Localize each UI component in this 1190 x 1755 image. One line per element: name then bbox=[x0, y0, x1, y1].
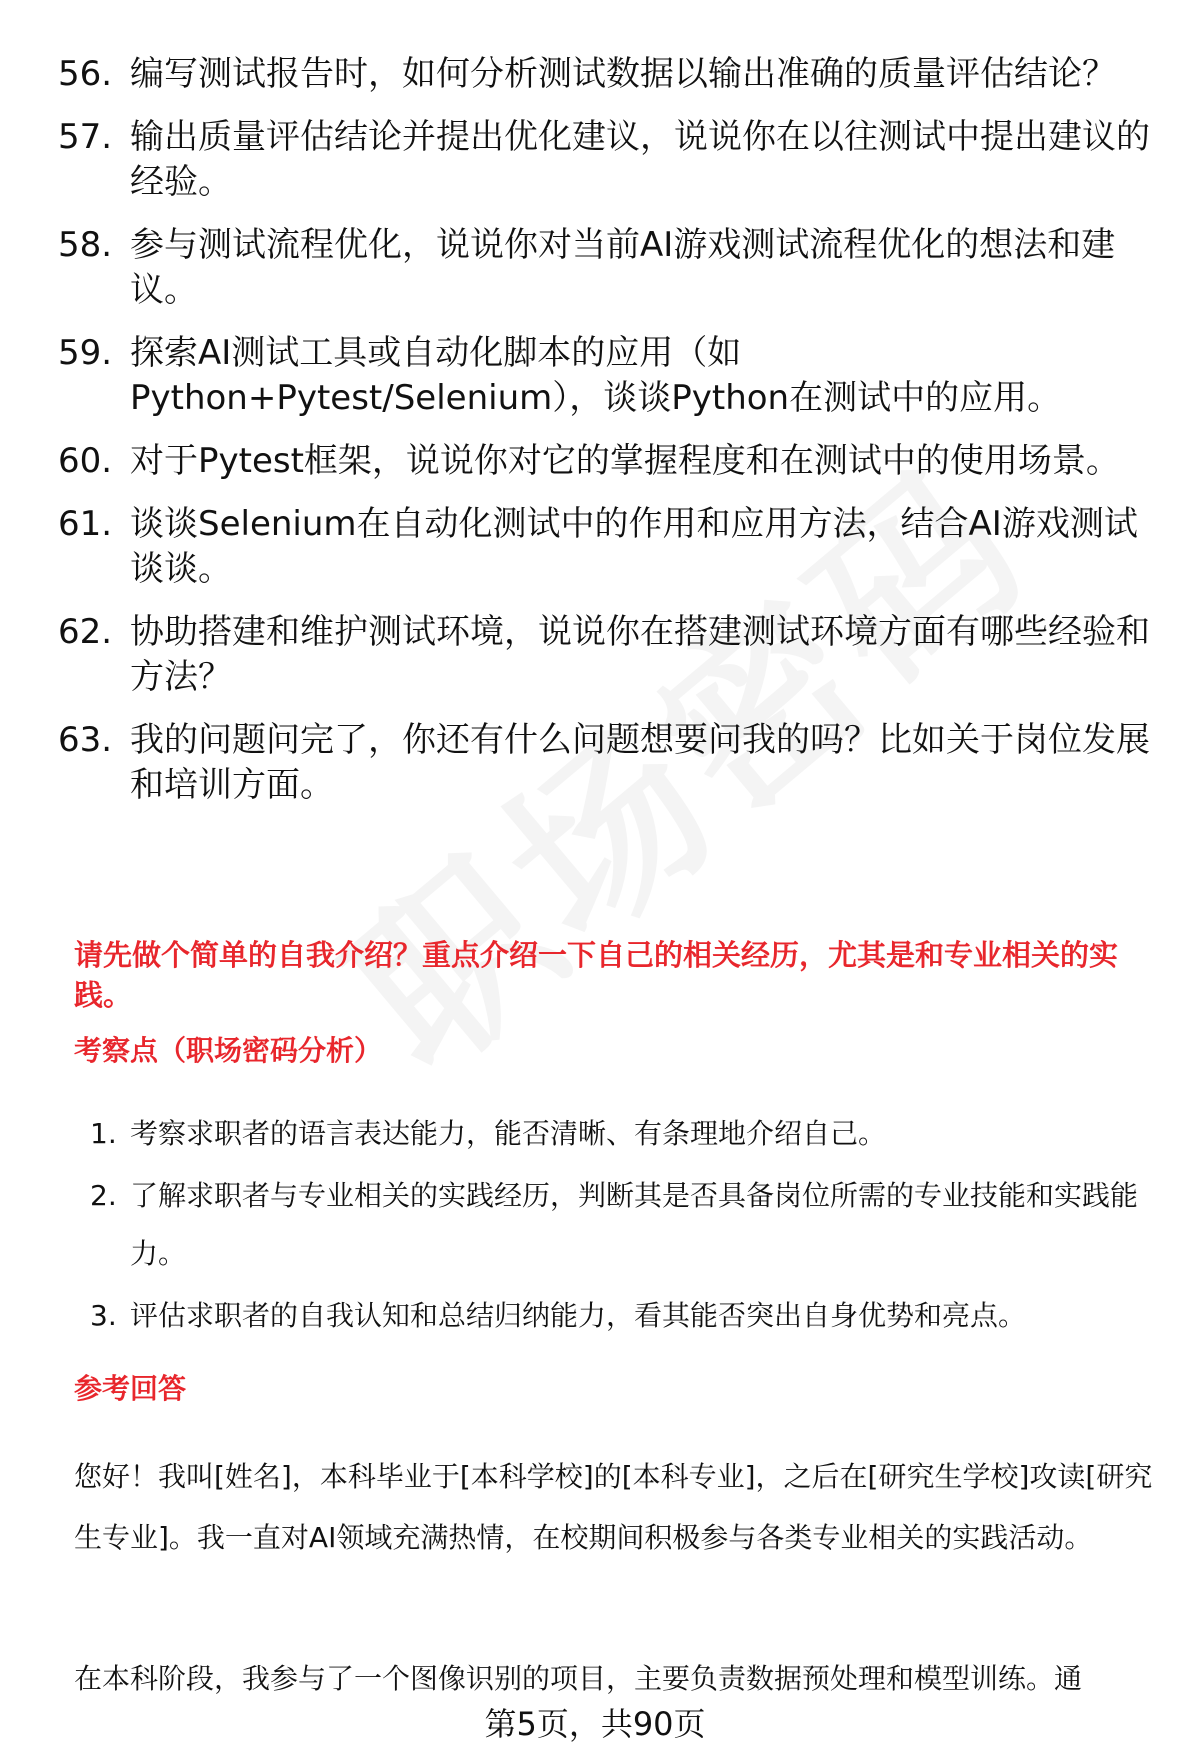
list-item bbox=[0, 439, 1190, 484]
item-number: 56. bbox=[58, 54, 113, 94]
section-question-heading: 请先做个简单的自我介绍？重点介绍一下自己的相关经历，尤其是和专业相关的实践。 bbox=[74, 938, 1119, 1012]
item-text: 对于Pytest框架，说说你对它的掌握程度和在测试中的使用场景。 bbox=[130, 441, 1120, 481]
item-number: 2. bbox=[90, 1179, 117, 1212]
item-number: 63. bbox=[58, 720, 113, 760]
item-text: 了解求职者与专业相关的实践经历，判断其是否具备岗位所需的专业技能和实践能力。 bbox=[130, 1179, 1139, 1270]
item-number: 57. bbox=[58, 117, 113, 157]
item-text: 考察求职者的语言表达能力，能否清晰、有条理地介绍自己。 bbox=[130, 1117, 887, 1150]
answer-paragraph-1: 您好！我叫[姓名]，本科毕业于[本科学校]的[本科专业]，之后在[研究生学校]攻读[研究生专业]。我一直对AI领域充满热情，在校期间积极参与各类专业相关的实践活动。 bbox=[74, 1460, 1153, 1554]
question-list bbox=[0, 52, 1190, 826]
list-item bbox=[0, 718, 1190, 808]
item-text: 我的问题问完了，你还有什么问题想要问我的吗？比如关于岗位发展和培训方面。 bbox=[130, 720, 1150, 805]
list-item bbox=[0, 115, 1190, 205]
page-footer: 第5页，共90页 bbox=[484, 1705, 706, 1743]
item-number: 58. bbox=[58, 225, 113, 265]
answer-paragraph-2: 在本科阶段，我参与了一个图像识别的项目，主要负责数据预处理和模型训练。通 bbox=[74, 1662, 1083, 1695]
answer-title: 参考回答 bbox=[74, 1372, 187, 1405]
item-text: 探索AI测试工具或自动化脚本的应用（如Python+Pytest/Selenium），谈谈Python在测试中的应用。 bbox=[130, 333, 1062, 418]
list-item bbox=[0, 502, 1190, 592]
item-number: 60. bbox=[58, 441, 113, 481]
item-text: 谈谈Selenium在自动化测试中的作用和应用方法，结合AI游戏测试谈谈。 bbox=[130, 504, 1138, 589]
list-item bbox=[0, 1167, 1190, 1283]
item-text: 协助搭建和维护测试环境，说说你在搭建测试环境方面有哪些经验和方法？ bbox=[130, 612, 1150, 697]
item-number: 61. bbox=[58, 504, 113, 544]
item-number: 62. bbox=[58, 612, 113, 652]
list-item bbox=[0, 610, 1190, 700]
list-item bbox=[0, 1287, 1190, 1345]
focus-title: 考察点（职场密码分析） bbox=[74, 1034, 383, 1067]
item-text: 输出质量评估结论并提出优化建议，说说你在以往测试中提出建议的经验。 bbox=[130, 117, 1150, 202]
focus-point-list bbox=[0, 1105, 1190, 1349]
item-number: 3. bbox=[90, 1299, 117, 1332]
item-text: 评估求职者的自我认知和总结归纳能力，看其能否突出自身优势和亮点。 bbox=[130, 1299, 1027, 1332]
item-number: 59. bbox=[58, 333, 113, 373]
list-item bbox=[0, 52, 1190, 97]
list-item bbox=[0, 223, 1190, 313]
item-number: 1. bbox=[90, 1117, 117, 1150]
list-item bbox=[0, 331, 1190, 421]
item-text: 参与测试流程优化，说说你对当前AI游戏测试流程优化的想法和建议。 bbox=[130, 225, 1116, 310]
item-text: 编写测试报告时，如何分析测试数据以输出准确的质量评估结论？ bbox=[130, 54, 1116, 94]
list-item bbox=[0, 1105, 1190, 1163]
